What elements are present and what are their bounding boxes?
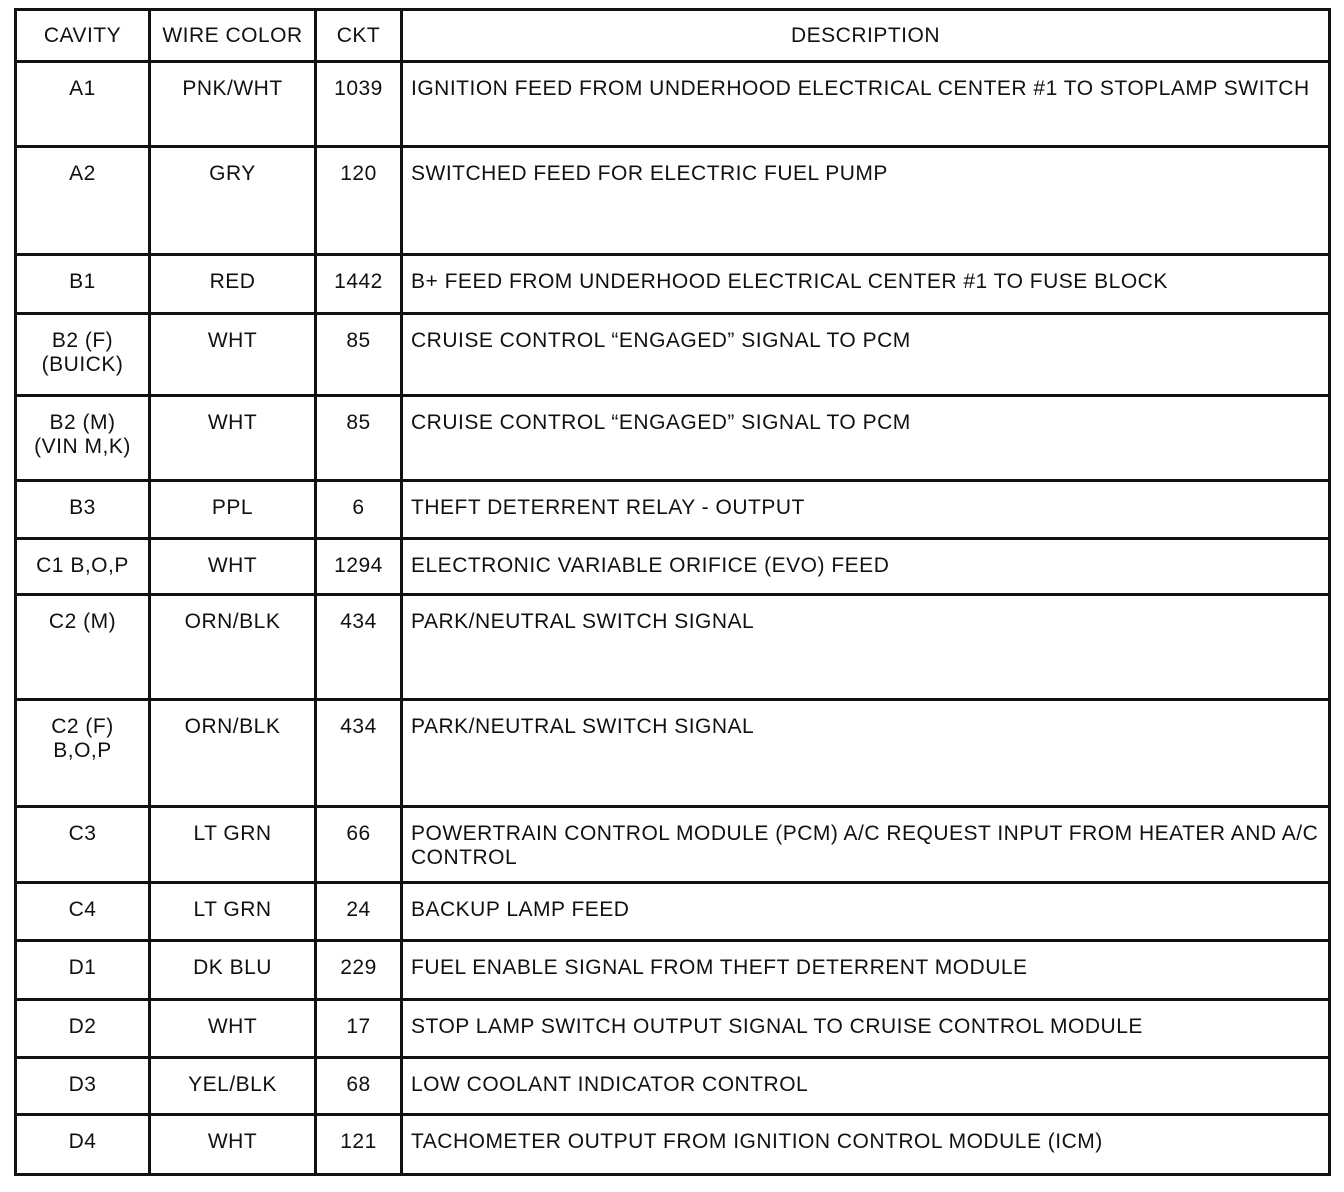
description-cell: FUEL ENABLE SIGNAL FROM THEFT DETERRENT MODULE bbox=[402, 941, 1330, 999]
description-cell: STOP LAMP SWITCH OUTPUT SIGNAL TO CRUISE CONTROL MODULE bbox=[402, 999, 1330, 1057]
ckt-cell: 1039 bbox=[316, 62, 402, 147]
cavity-line: B,O,P bbox=[53, 738, 112, 762]
description-cell: CRUISE CONTROL “ENGAGED” SIGNAL TO PCM bbox=[402, 396, 1330, 481]
cavity-line: D2 bbox=[68, 1014, 97, 1038]
cavity-cell bbox=[16, 806, 150, 882]
description-cell: B+ FEED FROM UNDERHOOD ELECTRICAL CENTER #1 TO FUSE BLOCK bbox=[402, 255, 1330, 313]
connector-table-sheet bbox=[14, 8, 1328, 1176]
cavity-cell bbox=[16, 1058, 150, 1114]
cavity-line: C1 B,O,P bbox=[36, 553, 129, 577]
ckt-cell: 1294 bbox=[316, 538, 402, 594]
table-row bbox=[16, 999, 1330, 1057]
cavity-cell bbox=[16, 883, 150, 941]
table-row bbox=[16, 480, 1330, 538]
ckt-cell: 6 bbox=[316, 480, 402, 538]
header-ckt: CKT bbox=[316, 10, 402, 62]
ckt-cell: 24 bbox=[316, 883, 402, 941]
cavity-cell bbox=[16, 313, 150, 396]
cavity-cell bbox=[16, 1114, 150, 1174]
ckt-cell: 85 bbox=[316, 313, 402, 396]
header-wire-color: WIRE COLOR bbox=[150, 10, 316, 62]
table-row bbox=[16, 595, 1330, 700]
table-row bbox=[16, 1114, 1330, 1174]
cavity-cell bbox=[16, 62, 150, 147]
cavity-line: C3 bbox=[68, 821, 97, 845]
cavity-line: C2 (F) bbox=[51, 714, 114, 738]
table-row bbox=[16, 883, 1330, 941]
header-cavity: CAVITY bbox=[16, 10, 150, 62]
connector-table bbox=[14, 8, 1331, 1176]
table-body bbox=[16, 62, 1330, 1175]
wire-color-cell: LT GRN bbox=[150, 883, 316, 941]
wire-color-cell: ORN/BLK bbox=[150, 595, 316, 700]
table-row bbox=[16, 1058, 1330, 1114]
description-cell: BACKUP LAMP FEED bbox=[402, 883, 1330, 941]
description-cell: TACHOMETER OUTPUT FROM IGNITION CONTROL MODULE (ICM) bbox=[402, 1114, 1330, 1174]
cavity-line: B2 (F) bbox=[51, 328, 114, 352]
wire-color-cell: LT GRN bbox=[150, 806, 316, 882]
description-cell: POWERTRAIN CONTROL MODULE (PCM) A/C REQUEST INPUT FROM HEATER AND A/C CONTROL bbox=[402, 806, 1330, 882]
description-cell: IGNITION FEED FROM UNDERHOOD ELECTRICAL CENTER #1 TO STOPLAMP SWITCH bbox=[402, 62, 1330, 147]
wire-color-cell: WHT bbox=[150, 396, 316, 481]
description-cell: SWITCHED FEED FOR ELECTRIC FUEL PUMP bbox=[402, 146, 1330, 255]
description-cell: CRUISE CONTROL “ENGAGED” SIGNAL TO PCM bbox=[402, 313, 1330, 396]
wire-color-cell: WHT bbox=[150, 1114, 316, 1174]
cavity-line: A1 bbox=[69, 77, 96, 100]
wire-color-cell: GRY bbox=[150, 146, 316, 255]
cavity-line: B3 bbox=[69, 495, 96, 519]
cavity-line: (BUICK) bbox=[41, 352, 124, 376]
cavity-line: C4 bbox=[68, 898, 97, 922]
header-row bbox=[16, 10, 1330, 62]
ckt-cell: 85 bbox=[316, 396, 402, 481]
ckt-cell: 66 bbox=[316, 806, 402, 882]
table-row bbox=[16, 62, 1330, 147]
wire-color-cell: PNK/WHT bbox=[150, 62, 316, 147]
ckt-cell: 68 bbox=[316, 1058, 402, 1114]
wire-color-cell: PPL bbox=[150, 480, 316, 538]
cavity-cell bbox=[16, 255, 150, 313]
cavity-line: B2 (M) bbox=[49, 411, 116, 435]
cavity-line: A2 bbox=[69, 161, 96, 185]
wire-color-cell: DK BLU bbox=[150, 941, 316, 999]
table-row bbox=[16, 806, 1330, 882]
ckt-cell: 434 bbox=[316, 699, 402, 806]
table-row bbox=[16, 699, 1330, 806]
ckt-cell: 1442 bbox=[316, 255, 402, 313]
description-cell: PARK/NEUTRAL SWITCH SIGNAL bbox=[402, 699, 1330, 806]
wire-color-cell: YEL/BLK bbox=[150, 1058, 316, 1114]
ckt-cell: 17 bbox=[316, 999, 402, 1057]
description-cell: LOW COOLANT INDICATOR CONTROL bbox=[402, 1058, 1330, 1114]
cavity-cell bbox=[16, 396, 150, 481]
table-row bbox=[16, 313, 1330, 396]
table-row bbox=[16, 146, 1330, 255]
ckt-cell: 434 bbox=[316, 595, 402, 700]
table-row bbox=[16, 396, 1330, 481]
cavity-line: B1 bbox=[69, 270, 96, 294]
cavity-cell bbox=[16, 146, 150, 255]
wire-color-cell: WHT bbox=[150, 538, 316, 594]
wire-color-cell: WHT bbox=[150, 313, 316, 396]
header-description: DESCRIPTION bbox=[402, 10, 1330, 62]
cavity-line: D3 bbox=[68, 1073, 97, 1097]
cavity-cell bbox=[16, 480, 150, 538]
cavity-cell bbox=[16, 699, 150, 806]
description-cell: THEFT DETERRENT RELAY - OUTPUT bbox=[402, 480, 1330, 538]
table-row bbox=[16, 941, 1330, 999]
wire-color-cell: WHT bbox=[150, 999, 316, 1057]
table-row bbox=[16, 255, 1330, 313]
ckt-cell: 121 bbox=[316, 1114, 402, 1174]
ckt-cell: 229 bbox=[316, 941, 402, 999]
cavity-cell bbox=[16, 538, 150, 594]
ckt-cell: 120 bbox=[316, 146, 402, 255]
cavity-line: D4 bbox=[68, 1129, 97, 1153]
description-cell: ELECTRONIC VARIABLE ORIFICE (EVO) FEED bbox=[402, 538, 1330, 594]
cavity-line: C2 (M) bbox=[48, 610, 117, 634]
cavity-cell bbox=[16, 941, 150, 999]
table-row bbox=[16, 538, 1330, 594]
cavity-cell bbox=[16, 595, 150, 700]
wire-color-cell: RED bbox=[150, 255, 316, 313]
cavity-line: D1 bbox=[68, 956, 97, 980]
wire-color-cell: ORN/BLK bbox=[150, 699, 316, 806]
cavity-cell bbox=[16, 999, 150, 1057]
cavity-line: (VIN M,K) bbox=[34, 435, 131, 459]
description-cell: PARK/NEUTRAL SWITCH SIGNAL bbox=[402, 595, 1330, 700]
